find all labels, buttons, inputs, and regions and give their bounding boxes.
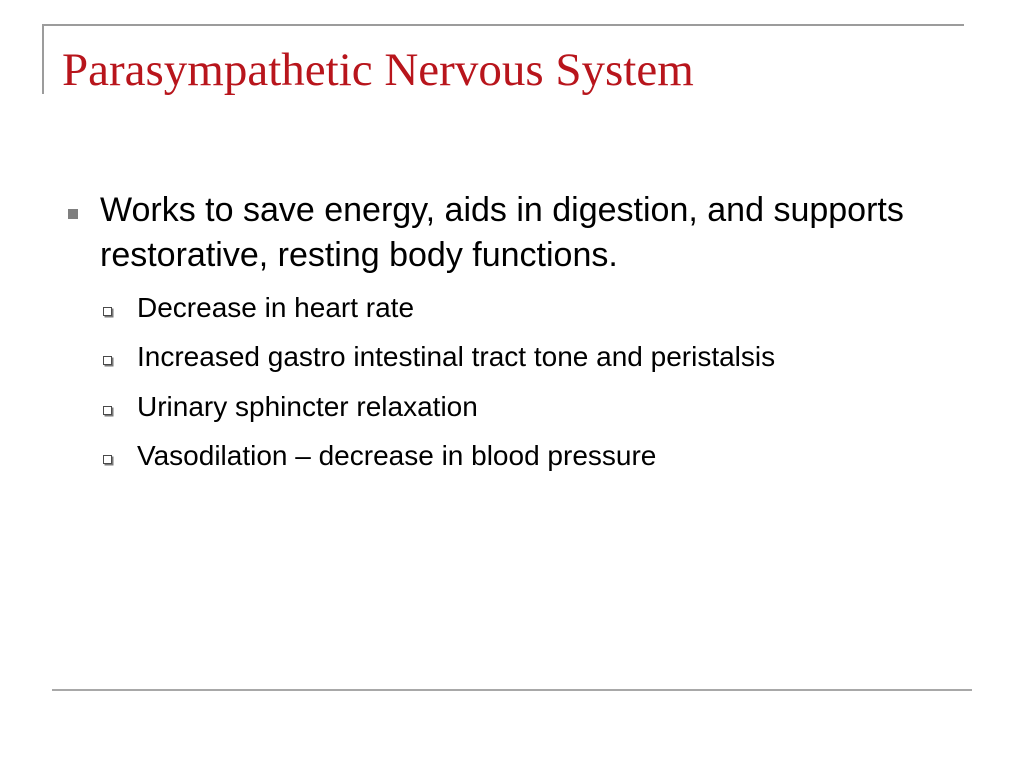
slide-title: Parasympathetic Nervous System xyxy=(62,44,694,96)
main-bullet-text: Works to save energy, aids in digestion, and supports restorative, resting body functions. xyxy=(100,191,904,274)
hollow-square-bullet-icon xyxy=(103,307,112,316)
hollow-square-bullet-icon xyxy=(103,455,112,464)
sub-bullet-text: Increased gastro intestinal tract tone and peristalsis xyxy=(137,341,776,373)
main-bullet xyxy=(62,188,962,278)
filled-square-bullet-icon xyxy=(68,209,78,219)
hollow-square-bullet-icon xyxy=(103,406,112,415)
sub-bullet-item xyxy=(62,339,962,375)
slide-body xyxy=(62,188,962,487)
sub-bullet-item xyxy=(62,438,962,474)
sub-bullet-item xyxy=(62,290,962,326)
sub-bullet-text: Urinary sphincter relaxation xyxy=(137,390,478,422)
frame-left-rule xyxy=(42,24,44,94)
sub-bullet-text: Decrease in heart rate xyxy=(137,291,415,323)
sub-bullet-list xyxy=(62,290,962,475)
frame-top-rule xyxy=(42,24,964,26)
footer-rule xyxy=(52,689,972,691)
sub-bullet-item xyxy=(62,389,962,425)
hollow-square-bullet-icon xyxy=(103,356,112,365)
sub-bullet-text: Vasodilation – decrease in blood pressure xyxy=(137,439,657,471)
